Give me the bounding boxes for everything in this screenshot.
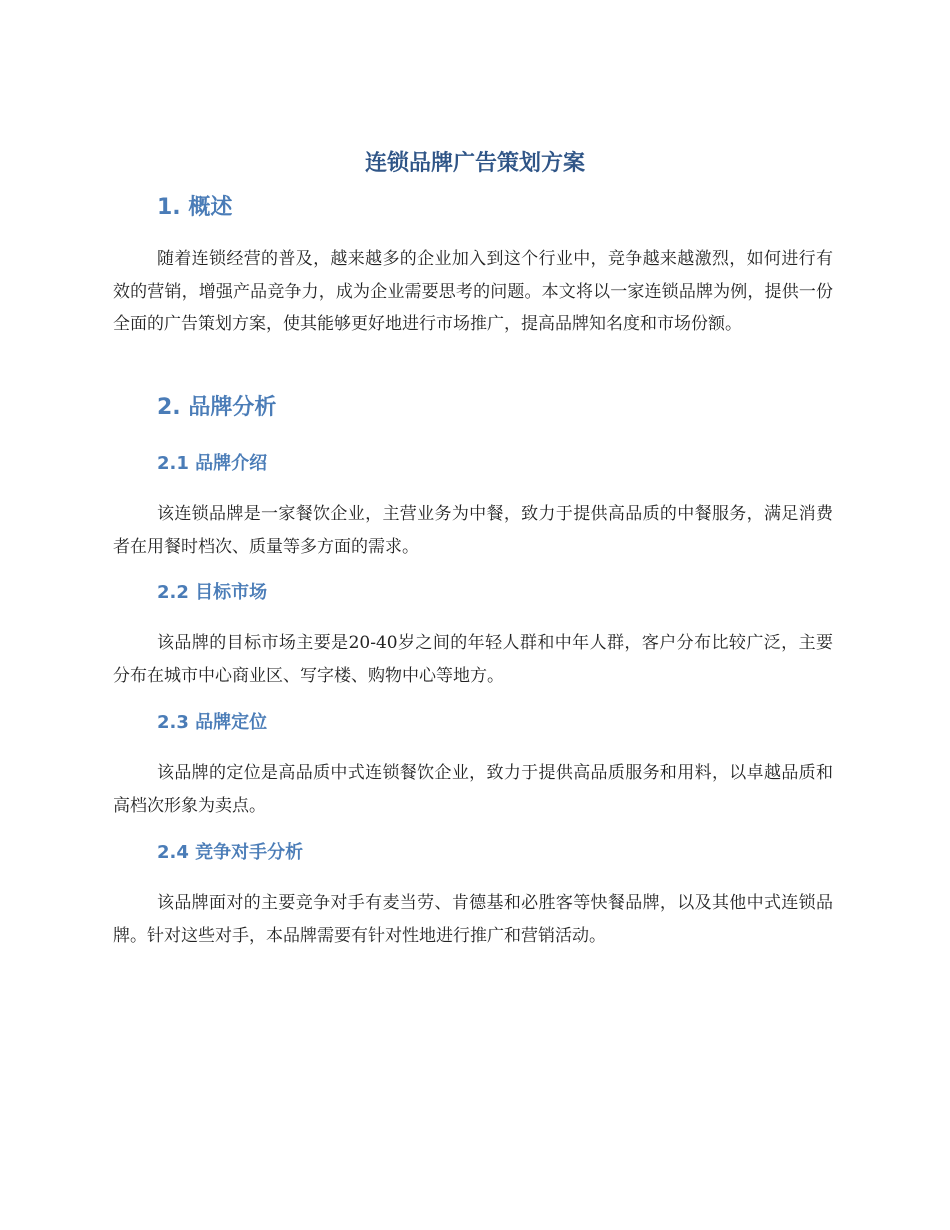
subsection-paragraph-target-market: 该品牌的目标市场主要是20-40岁之间的年轻人群和中年人群，客户分布比较广泛，主要分布在城市中心商业区、写字楼、购物中心等地方。	[113, 633, 833, 686]
subsection-heading-target-market: 2.2 目标市场	[157, 582, 268, 603]
subsection-paragraph-brand-intro: 该连锁品牌是一家餐饮企业，主营业务为中餐，致力于提供高品质的中餐服务，满足消费者在用餐时档次、质量等多方面的需求。	[113, 504, 833, 557]
subsection-paragraph-brand-positioning: 该品牌的定位是高品质中式连锁餐饮企业，致力于提供高品质服务和用料，以卓越品质和高档次形象为卖点。	[113, 763, 833, 816]
subsection-heading-brand-positioning: 2.3 品牌定位	[157, 712, 268, 733]
section-heading-brand-analysis: 2. 品牌分析	[157, 395, 277, 420]
document-title: 连锁品牌广告策划方案	[364, 151, 585, 176]
section-heading-overview: 1. 概述	[157, 195, 233, 220]
section-paragraph-overview: 随着连锁经营的普及，越来越多的企业加入到这个行业中，竞争越来越激烈，如何进行有效的营销，增强产品竞争力，成为企业需要思考的问题。本文将以一家连锁品牌为例，提供一份全面的广告策划方案，使其能够更好地进行市场推广，提高品牌知名度和市场份额。	[113, 249, 833, 334]
subsection-heading-brand-intro: 2.1 品牌介绍	[157, 453, 268, 474]
subsection-heading-competitor-analysis: 2.4 竞争对手分析	[157, 842, 304, 863]
subsection-paragraph-competitor-analysis: 该品牌面对的主要竞争对手有麦当劳、肯德基和必胜客等快餐品牌，以及其他中式连锁品牌。针对这些对手，本品牌需要有针对性地进行推广和营销活动。	[113, 893, 833, 946]
